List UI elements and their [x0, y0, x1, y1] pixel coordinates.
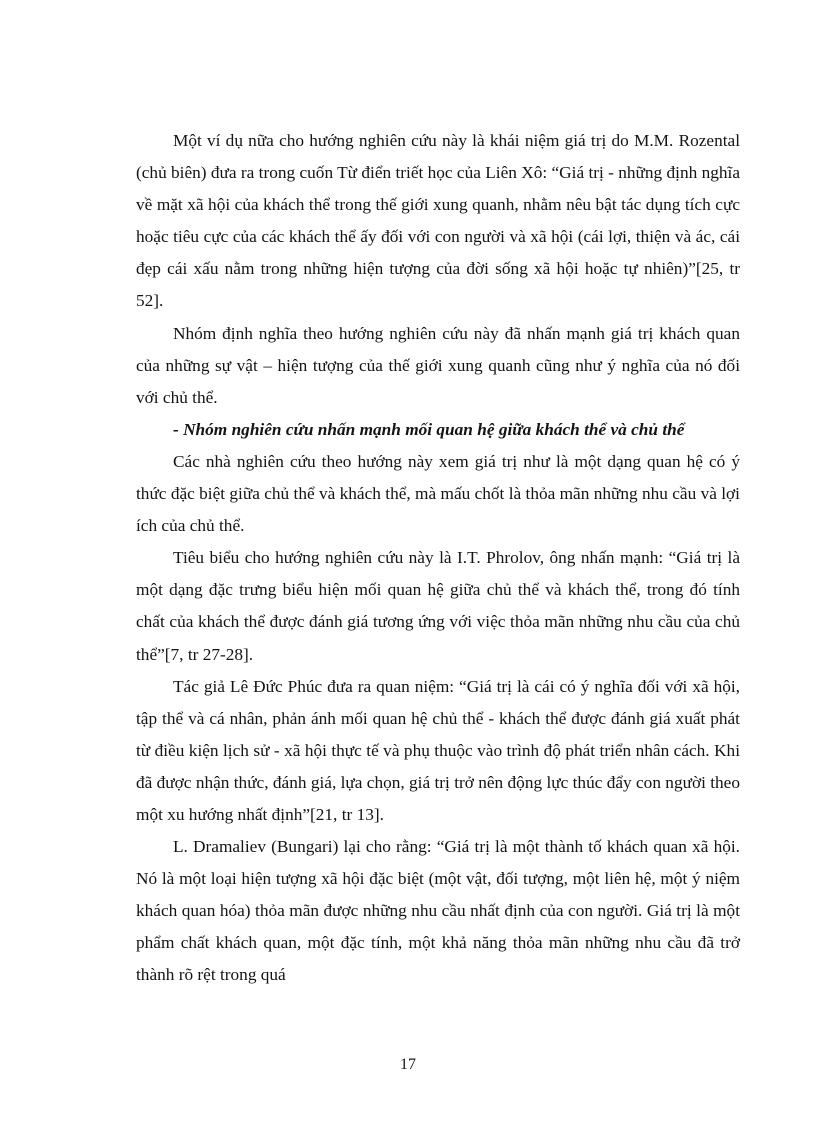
paragraph-phrolov-quote: Tiêu biểu cho hướng nghiên cứu này là I.T. Phrolov, ông nhấn mạnh: “Giá trị là một dạng đặc trưng biểu hiện mối quan hệ giữa chủ thể và khách thể, trong đó tính chất của khách thể được đánh giá tương ứng với việc thỏa mãn những nhu cầu của chủ thể”[7, tr 27-28].: [136, 548, 740, 664]
section-heading: - Nhóm nghiên cứu nhấn mạnh mối quan hệ giữa khách thể và chủ thể: [173, 419, 685, 439]
paragraph-objective-value-summary: Nhóm định nghĩa theo hướng nghiên cứu này đã nhấn mạnh giá trị khách quan của những sự vật – hiện tượng của thế giới xung quanh cũng như ý nghĩa của nó đối với chủ thể.: [136, 323, 740, 407]
paragraph-relationship-view: Các nhà nghiên cứu theo hướng này xem giá trị như là một dạng quan hệ có ý thức đặc biệt giữa chủ thể và khách thể, mà mấu chốt là thỏa mãn những nhu cầu và lợi ích của chủ thể.: [136, 451, 740, 536]
paragraph-dramaliev-quote: L. Dramaliev (Bungari) lại cho rằng: “Giá trị là một thành tố khách quan xã hội. Nó là một loại hiện tượng xã hội đặc biệt (một vật, đối tượng, một liên hệ, một ý niệm khách quan hóa) thỏa mãn được những nhu cầu nhất định của con người. Giá trị là một phẩm chất khách quan, một đặc tính, một khả năng thỏa mãn những nhu cầu đã trở thành rõ rệt trong quá: [136, 837, 740, 985]
body-text: [136, 125, 740, 992]
paragraph-le-duc-phuc-quote: Tác giả Lê Đức Phúc đưa ra quan niệm: “Giá trị là cái có ý nghĩa đối với xã hội, tập thể và cá nhân, phản ánh mối quan hệ chủ thể - khách thể được đánh giá xuất phát từ điều kiện lịch sử - xã hội thực tế và phụ thuộc vào trình độ phát triển nhân cách. Khi đã được nhận thức, đánh giá, lựa chọn, giá trị trở nên động lực thúc đẩy con người theo một xu hướng nhất định”[21, tr 13].: [136, 676, 740, 824]
page-number: 17: [400, 1056, 416, 1073]
paragraph-rozental-definition: Một ví dụ nữa cho hướng nghiên cứu này là khái niệm giá trị do M.M. Rozental (chủ biên) đưa ra trong cuốn Từ điển triết học của Liên Xô: “Giá trị - những định nghĩa về mặt xã hội của khách thể trong thế giới xung quanh, nhằm nêu bật tác dụng tích cực hoặc tiêu cực của các khách thể ấy đối với con người và xã hội (cái lợi, thiện và ác, cái đẹp cái xấu nằm trong những hiện tượng của đời sống xã hội hoặc tự nhiên)”[25, tr 52].: [136, 131, 740, 311]
